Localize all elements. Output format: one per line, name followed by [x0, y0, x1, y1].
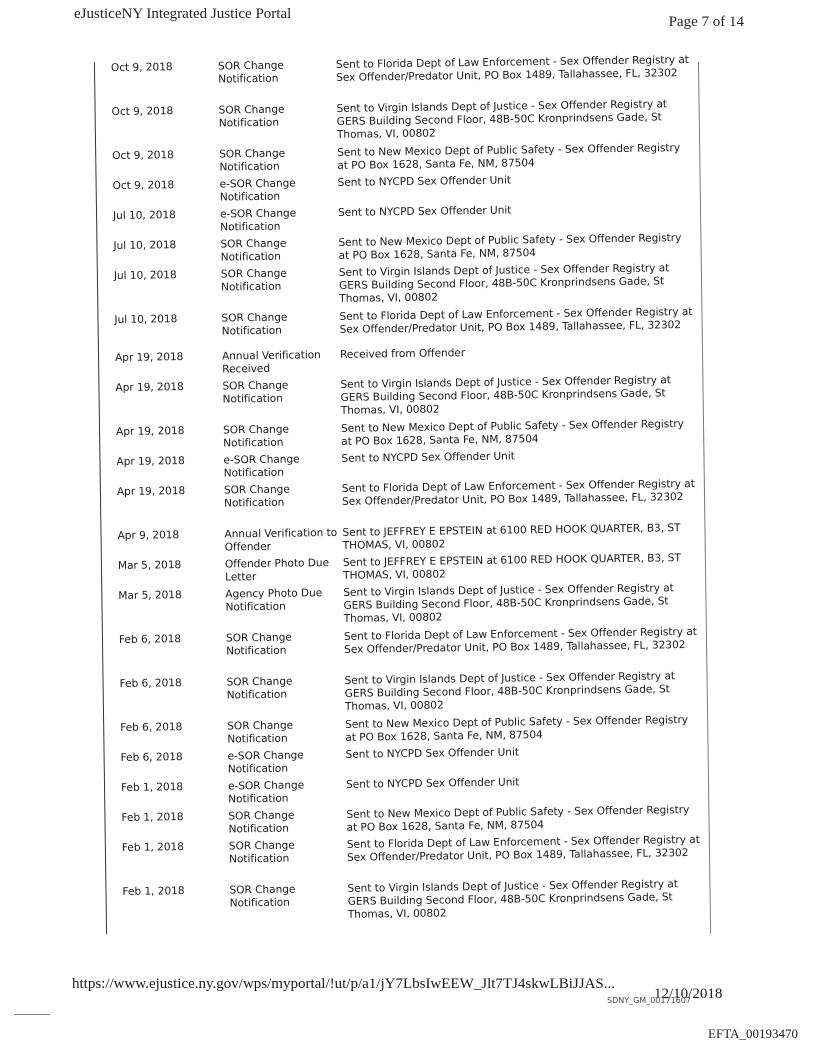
row-event-type: e-SOR Change Notification: [227, 749, 304, 776]
row-description: Sent to Virgin Islands Dept of Justice - Sex Offender Registry at GERS Building Second Floor, 48B-50C Kronprindsens Gade, St Thomas, VI, 00802: [343, 582, 674, 625]
row-description: Sent to NYCPD Sex Offender Unit: [337, 174, 512, 189]
row-date: Jul 10, 2018: [112, 209, 176, 223]
row-event-type: Annual Verification to Offender: [224, 526, 338, 554]
row-date: Oct 9, 2018: [112, 149, 174, 163]
row-event-type: SOR Change Notification: [223, 483, 290, 510]
row-description: Sent to New Mexico Dept of Public Safety - Sex Offender Registry at PO Box 1628, Santa Fe, NM, 87504: [338, 232, 682, 262]
row-event-type: SOR Change Notification: [228, 839, 295, 866]
row-description: Sent to Florida Dept of Law Enforcement - Sex Offender Registry at Sex Offender/Predator Unit, PO Box 1489, Tallahassee, FL, 32302: [341, 477, 695, 508]
table-row: [102, 54, 692, 88]
table-row: [103, 142, 693, 176]
row-event-type: SOR Change Notification: [229, 883, 296, 910]
row-description: Sent to New Mexico Dept of Public Safety - Sex Offender Registry at PO Box 1628, Santa Fe, NM, 87504: [345, 714, 689, 744]
row-date: Apr 19, 2018: [114, 351, 184, 365]
row-event-type: SOR Change Notification: [217, 59, 284, 86]
row-description: Received from Offender: [339, 347, 466, 361]
row-description: Sent to Florida Dept of Law Enforcement - Sex Offender Registry at Sex Offender/Predator Unit, PO Box 1489, Tallahassee, FL, 32302: [346, 833, 700, 864]
row-date: Mar 5, 2018: [117, 559, 182, 572]
row-description: Sent to Florida Dept of Law Enforcement - Sex Offender Registry at Sex Offender/Predator Unit, PO Box 1489, Tallahassee, FL, 32302: [339, 305, 693, 336]
row-description: Sent to JEFFREY E EPSTEIN at 6100 RED HOOK QUARTER, B3, ST THOMAS, VI, 00802: [342, 552, 681, 582]
row-date: Feb 6, 2018: [119, 677, 182, 690]
row-event-type: SOR Change Notification: [222, 423, 290, 450]
row-description: Sent to Virgin Islands Dept of Justice - Sex Offender Registry at GERS Building Second Floor, 48B-50C Kronprindsens Gade, St Thomas, VI, 00802: [338, 262, 670, 305]
row-description: Sent to Virgin Islands Dept of Justice - Sex Offender Registry at GERS Building Second Floor, 48B-50C Kronprindsens Gade, St Thomas, VI, 00802: [340, 374, 671, 417]
table-row: [109, 552, 699, 586]
row-description: Sent to JEFFREY E EPSTEIN at 6100 RED HOOK QUARTER, B3, ST THOMAS, VI, 00802: [342, 522, 681, 552]
row-event-type: SOR Change Notification: [220, 267, 287, 294]
row-date: Feb 1, 2018: [122, 885, 185, 898]
table-row: [103, 98, 693, 145]
row-description: Sent to Virgin Islands Dept of Justice - Sex Offender Registry at GERS Building Second Floor, 48B-50C Kronprindsens Gade, St Thomas, VI, 00802: [347, 878, 678, 921]
row-date: Feb 1, 2018: [121, 811, 184, 824]
row-event-type: e-SOR Change Notification: [219, 177, 296, 204]
footer-print-date: 12/10/2018: [654, 986, 723, 1002]
row-description: Sent to New Mexico Dept of Public Safety - Sex Offender Registry at PO Box 1628, Santa Fe, NM, 87504: [346, 804, 690, 834]
row-date: Feb 1, 2018: [120, 781, 184, 794]
footer-url: https://www.ejustice.ny.gov/wps/myportal/!ut/p/a1/jY7LbsIwEEW_Jlt7TJ4skwLBiJJAS...: [72, 976, 616, 992]
portal-title: eJusticeNY Integrated Justice Portal: [74, 6, 292, 22]
row-description: Sent to NYCPD Sex Offender Unit: [345, 746, 519, 761]
row-event-type: e-SOR Change Notification: [219, 207, 297, 234]
table-row: [106, 344, 696, 378]
row-description: Sent to Florida Dept of Law Enforcement - Sex Offender Registry at Sex Offender/Predator Unit, PO Box 1489, Tallahassee, FL, 32302: [335, 53, 689, 84]
row-event-type: e-SOR Change Notification: [223, 453, 300, 480]
row-date: Feb 6, 2018: [120, 721, 183, 734]
row-description: Sent to Florida Dept of Law Enforcement - Sex Offender Registry at Sex Offender/Predator Unit, PO Box 1489, Tallahassee, FL, 32302: [343, 625, 697, 656]
row-date: Apr 19, 2018: [116, 455, 185, 468]
efta-id: EFTA_00193470: [708, 1026, 798, 1041]
row-event-type: SOR Change Notification: [226, 675, 293, 702]
table-row: [112, 804, 702, 838]
row-description: Sent to NYCPD Sex Offender Unit: [337, 204, 512, 219]
row-date: Apr 19, 2018: [116, 485, 186, 498]
row-event-type: Agency Photo Due Notification: [225, 587, 323, 614]
row-date: Mar 5, 2018: [118, 589, 182, 602]
table-row: [108, 522, 698, 556]
table-row: [113, 878, 703, 925]
row-event-type: SOR Change Notification: [228, 809, 295, 836]
table-row: [105, 262, 695, 309]
bates-stamp: SDNY_GM_00171607: [607, 996, 691, 1005]
row-date: Feb 6, 2018: [118, 633, 182, 646]
history-rows: [102, 53, 700, 921]
row-date: Oct 9, 2018: [111, 105, 174, 119]
row-date: Oct 9, 2018: [112, 179, 175, 193]
row-description: Sent to NYCPD Sex Offender Unit: [341, 450, 515, 465]
table-row: [113, 834, 703, 868]
table-row: [107, 418, 697, 452]
row-description: Sent to New Mexico Dept of Public Safety - Sex Offender Registry at PO Box 1628, Santa Fe, NM, 87504: [337, 142, 681, 172]
row-description: Sent to Virgin Islands Dept of Justice - Sex Offender Registry at GERS Building Second Floor, 48B-50C Kronprindsens Gade, St Thomas, VI, 00802: [336, 98, 668, 141]
row-event-type: SOR Change Notification: [222, 379, 289, 406]
table-row: [108, 478, 698, 512]
document-table: [72, 52, 734, 941]
row-date: Apr 19, 2018: [115, 425, 185, 438]
table-row: [110, 626, 700, 660]
table-row: [106, 374, 696, 421]
row-date: Jul 10, 2018: [114, 313, 178, 327]
row-event-type: SOR Change Notification: [225, 631, 292, 658]
table-row: [105, 306, 695, 340]
page-indicator: Page 7 of 14: [668, 14, 744, 30]
footer-rule: [14, 1014, 50, 1015]
row-date: Feb 6, 2018: [120, 751, 183, 764]
row-event-type: SOR Change Notification: [218, 103, 285, 130]
row-description: Sent to New Mexico Dept of Public Safety - Sex Offender Registry at PO Box 1628, Santa Fe, NM, 87504: [340, 418, 684, 448]
table-row: [111, 714, 701, 748]
row-date: Apr 19, 2018: [115, 381, 184, 395]
row-description: Sent to Virgin Islands Dept of Justice - Sex Offender Registry at GERS Building Second Floor, 48B-50C Kronprindsens Gade, St Thomas, VI, 00802: [344, 670, 676, 713]
row-date: Apr 9, 2018: [117, 529, 180, 542]
table-row: [112, 774, 702, 808]
row-description: Sent to NYCPD Sex Offender Unit: [345, 776, 520, 791]
row-date: Jul 10, 2018: [113, 239, 177, 253]
row-event-type: SOR Change Notification: [227, 719, 294, 746]
row-event-type: SOR Change Notification: [220, 237, 287, 264]
table-row: [112, 744, 702, 778]
table-row: [104, 232, 694, 266]
row-event-type: SOR Change Notification: [219, 147, 286, 174]
table-row: [104, 202, 694, 236]
row-event-type: SOR Change Notification: [221, 311, 288, 338]
row-event-type: Annual Verification Received: [221, 349, 321, 376]
row-date: Oct 9, 2018: [110, 61, 173, 75]
table-row: [107, 448, 697, 482]
table-row: [109, 582, 699, 629]
row-date: Jul 10, 2018: [113, 269, 177, 283]
table-row: [104, 172, 694, 206]
row-date: Feb 1, 2018: [121, 841, 184, 854]
row-event-type: Offender Photo Due Letter: [224, 557, 330, 584]
table-row: [111, 670, 701, 717]
row-event-type: e-SOR Change Notification: [227, 779, 305, 806]
